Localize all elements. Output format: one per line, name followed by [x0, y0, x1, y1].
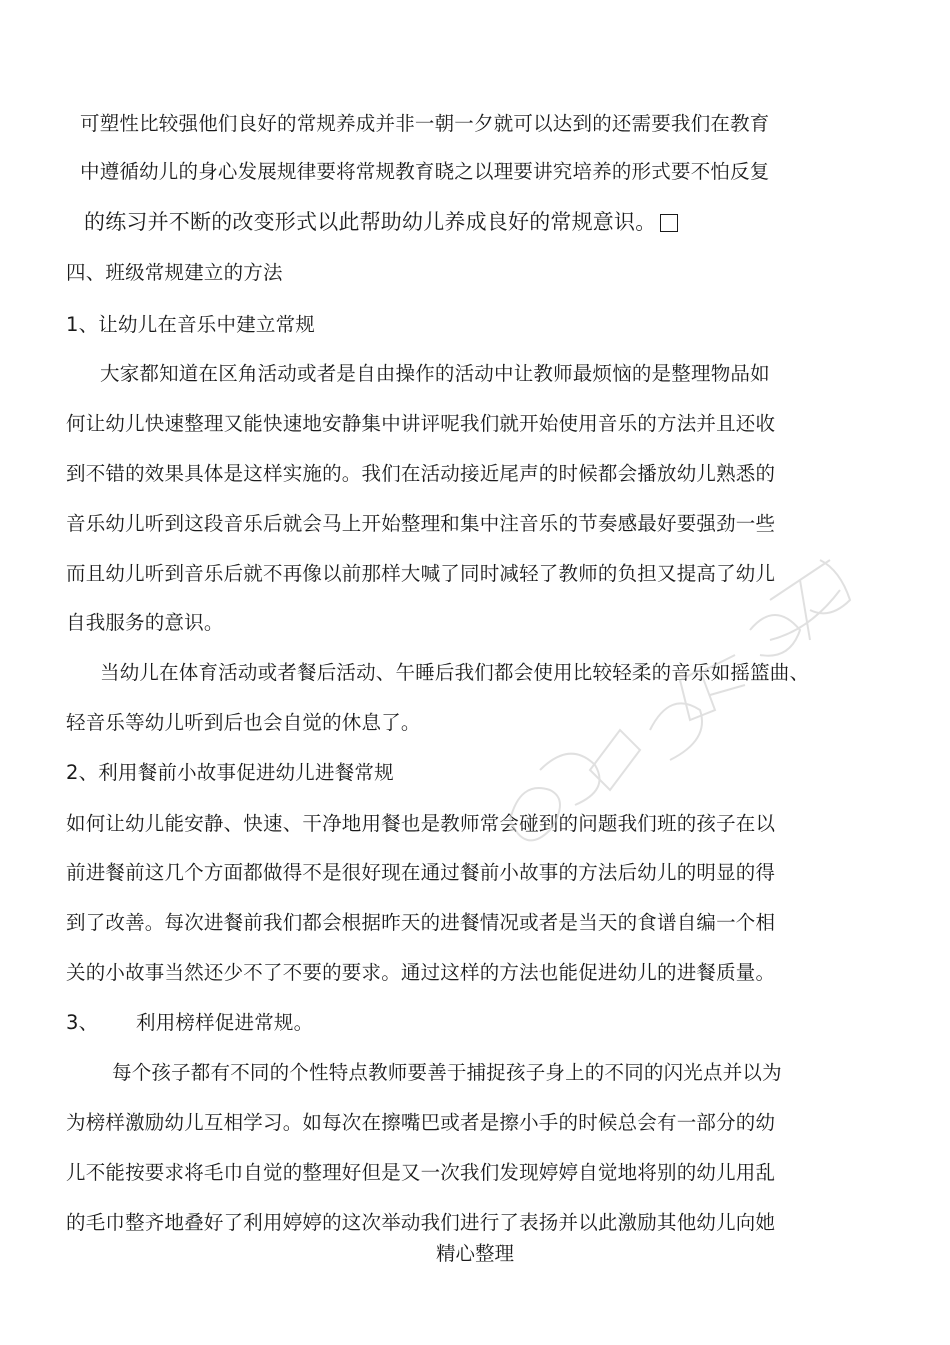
empty-checkbox-icon [660, 214, 678, 232]
paragraph-line: 到了改善。每次进餐前我们都会根据昨天的进餐情况或者是当天的食谱自编一个相 [66, 911, 776, 934]
paragraph-line: 大家都知道在区角活动或者是自由操作的活动中让教师最烦恼的是整理物品如 [100, 362, 770, 385]
paragraph-line: 可塑性比较强他们良好的常规养成并非一朝一夕就可以达到的还需要我们在教育 [80, 112, 770, 135]
paragraph-line: 的毛巾整齐地叠好了利用婷婷的这次举动我们进行了表扬并以此激励其他幼儿向她 [66, 1211, 776, 1234]
paragraph-line: 到不错的效果具体是这样实施的。我们在活动接近尾声的时候都会播放幼儿熟悉的 [66, 462, 776, 485]
paragraph-line: 当幼儿在体育活动或者餐后活动、午睡后我们都会使用比较轻柔的音乐如摇篮曲、 [100, 661, 810, 684]
paragraph-line: 中遵循幼儿的身心发展规律要将常规教育晓之以理要讲究培养的形式要不怕反复 [80, 160, 770, 183]
section-heading: 四、班级常规建立的方法 [66, 261, 283, 284]
paragraph-line-text: 的练习并不断的改变形式以此帮助幼儿养成良好的常规意识。 [84, 210, 657, 234]
subsection-number: 3、 [66, 1011, 99, 1034]
paragraph-line: 何让幼儿快速整理又能快速地安静集中讲评呢我们就开始使用音乐的方法并且还收 [66, 412, 776, 435]
paragraph-line: 为榜样激励幼儿互相学习。如每次在擦嘴巴或者是擦小手的时候总会有一部分的幼 [66, 1111, 776, 1134]
subsection-heading: 1、让幼儿在音乐中建立常规 [66, 313, 316, 336]
paragraph-line: 前进餐前这几个方面都做得不是很好现在通过餐前小故事的方法后幼儿的明显的得 [66, 861, 776, 884]
paragraph-line: 而且幼儿听到音乐后就不再像以前那样大喊了同时减轻了教师的负担又提高了幼儿 [66, 562, 776, 585]
paragraph-line: 每个孩子都有不同的个性特点教师要善于捕捉孩子身上的不同的闪光点并以为 [112, 1061, 782, 1084]
paragraph-line-last [84, 210, 678, 234]
paragraph-line: 轻音乐等幼儿听到后也会自觉的休息了。 [66, 711, 421, 734]
page-footer: 精心整理 [435, 1242, 514, 1265]
paragraph-line: 如何让幼儿能安静、快速、干净地用餐也是教师常会碰到的问题我们班的孩子在以 [66, 812, 776, 835]
subsection-heading: 利用榜样促进常规。 [136, 1011, 314, 1034]
paragraph-line: 音乐幼儿听到这段音乐后就会马上开始整理和集中注音乐的节奏感最好要强劲一些 [66, 512, 776, 535]
paragraph-line: 儿不能按要求将毛巾自觉的整理好但是又一次我们发现婷婷自觉地将别的幼儿用乱 [66, 1161, 776, 1184]
paragraph-line: 自我服务的意识。 [66, 611, 224, 634]
subsection-heading: 2、利用餐前小故事促进幼儿进餐常规 [66, 761, 394, 784]
paragraph-line: 关的小故事当然还少不了不要的要求。通过这样的方法也能促进幼儿的进餐质量。 [66, 961, 776, 984]
